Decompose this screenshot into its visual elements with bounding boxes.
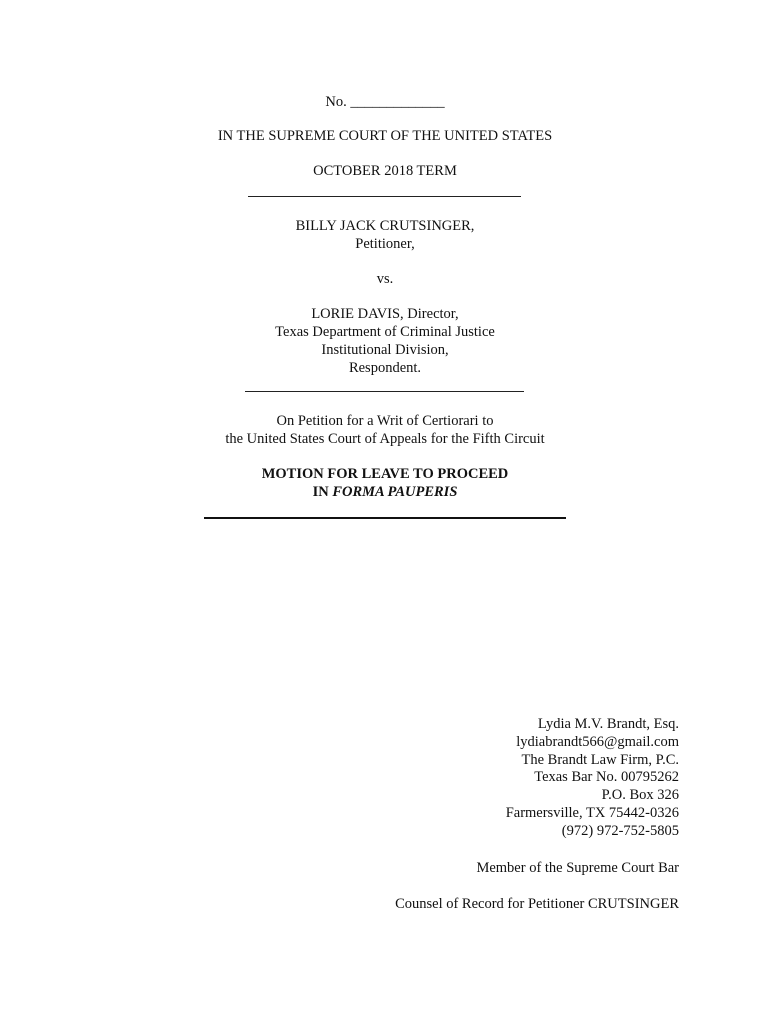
case-number: No. _____________ <box>325 94 445 110</box>
term: OCTOBER 2018 TERM <box>313 163 457 179</box>
counsel-block <box>506 716 679 841</box>
court-name: IN THE SUPREME COURT OF THE UNITED STATES <box>217 128 553 144</box>
petition-line-1: On Petition for a Writ of Certiorari to <box>276 413 494 429</box>
counsel-city: Farmersville, TX 75442-0326 <box>505 804 679 821</box>
separator-line-2 <box>245 391 524 392</box>
respondent-department: Texas Department of Criminal Justice <box>275 324 495 340</box>
versus: vs. <box>376 271 394 287</box>
motion-title-line-1: MOTION FOR LEAVE TO PROCEED <box>261 466 509 482</box>
counsel-phone: (972) 972-752-5805 <box>561 822 679 839</box>
respondent-name: LORIE DAVIS, Director, <box>311 306 459 322</box>
petitioner-name: BILLY JACK CRUTSINGER, <box>295 218 475 234</box>
petitioner-role: Petitioner, <box>355 236 415 252</box>
motion-title-prefix: IN <box>312 484 333 500</box>
respondent-role: Respondent. <box>348 360 422 376</box>
separator-line-3 <box>204 517 566 519</box>
counsel-firm: The Brandt Law Firm, P.C. <box>521 751 679 768</box>
counsel-name: Lydia M.V. Brandt, Esq. <box>537 716 679 732</box>
petition-line-2: the United States Court of Appeals for the Fifth Circuit <box>225 431 545 447</box>
motion-title-italic: FORMA PAUPERIS <box>332 484 458 500</box>
counsel-membership: Member of the Supreme Court Bar <box>476 860 679 876</box>
motion-title-line-2 <box>0 483 770 501</box>
separator-line-1 <box>248 196 521 197</box>
counsel-po-box: P.O. Box 326 <box>601 787 679 804</box>
counsel-bar-number: Texas Bar No. 00795262 <box>534 769 679 786</box>
counsel-email: lydiabrandt566@gmail.com <box>516 733 679 750</box>
respondent-division: Institutional Division, <box>321 342 449 358</box>
counsel-role: Counsel of Record for Petitioner CRUTSINGER <box>395 896 679 912</box>
